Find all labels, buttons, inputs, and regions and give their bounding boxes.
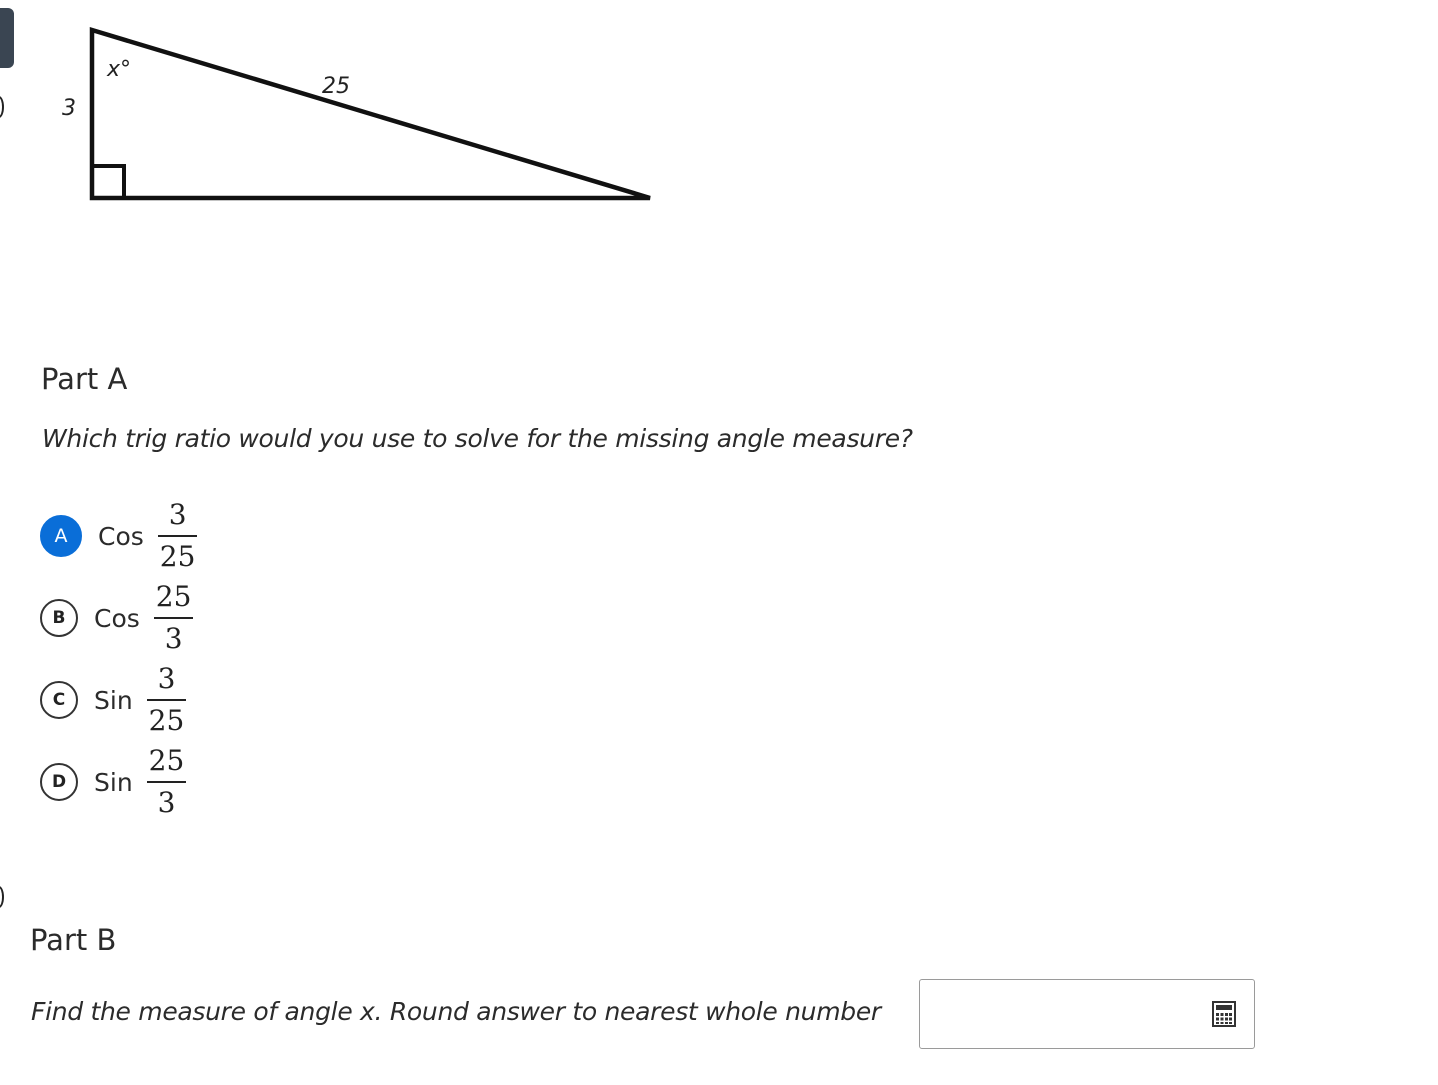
option-c-function: Sin	[94, 685, 133, 715]
part-b-title: Part B	[30, 923, 117, 957]
fraction-numerator: 25	[155, 580, 192, 613]
option-b-badge[interactable]: B	[40, 599, 78, 637]
fraction-denominator: 25	[159, 540, 196, 573]
option-b-fraction	[154, 580, 194, 655]
option-a-fraction	[158, 498, 198, 573]
answer-input[interactable]	[928, 988, 1202, 1042]
fraction-numerator: 3	[157, 662, 176, 695]
fraction-denominator: 25	[148, 704, 185, 737]
right-angle-marker	[92, 166, 124, 198]
option-a[interactable]	[40, 498, 197, 573]
part-a-question: Which trig ratio would you use to solve for the missing angle measure?	[42, 424, 913, 453]
option-d-fraction	[147, 744, 187, 819]
option-b-function: Cos	[94, 603, 140, 633]
fraction-denominator: 3	[157, 786, 176, 819]
option-a-badge[interactable]: A	[40, 515, 82, 557]
option-d[interactable]	[40, 744, 186, 819]
triangle-outline	[92, 30, 650, 198]
part-b-question: Find the measure of angle x. Round answer to nearest whole number	[31, 997, 881, 1026]
fraction-denominator: 3	[164, 622, 183, 655]
option-d-badge[interactable]: D	[40, 763, 78, 801]
option-c-badge[interactable]: C	[40, 681, 78, 719]
fraction-numerator: 3	[168, 498, 187, 531]
leg-label: 3	[62, 96, 76, 121]
option-c[interactable]	[40, 662, 186, 737]
part-a-title: Part A	[41, 362, 128, 396]
option-b[interactable]	[40, 580, 193, 655]
right-triangle-diagram	[0, 0, 700, 220]
option-c-fraction	[147, 662, 187, 737]
option-a-function: Cos	[98, 521, 144, 551]
option-d-function: Sin	[94, 767, 133, 797]
side-marker	[0, 886, 4, 908]
fraction-numerator: 25	[148, 744, 185, 777]
hypotenuse-label: 25	[322, 74, 350, 99]
calculator-icon[interactable]	[1212, 1001, 1236, 1027]
angle-label: x°	[107, 57, 132, 82]
answer-field-container[interactable]	[919, 979, 1255, 1049]
